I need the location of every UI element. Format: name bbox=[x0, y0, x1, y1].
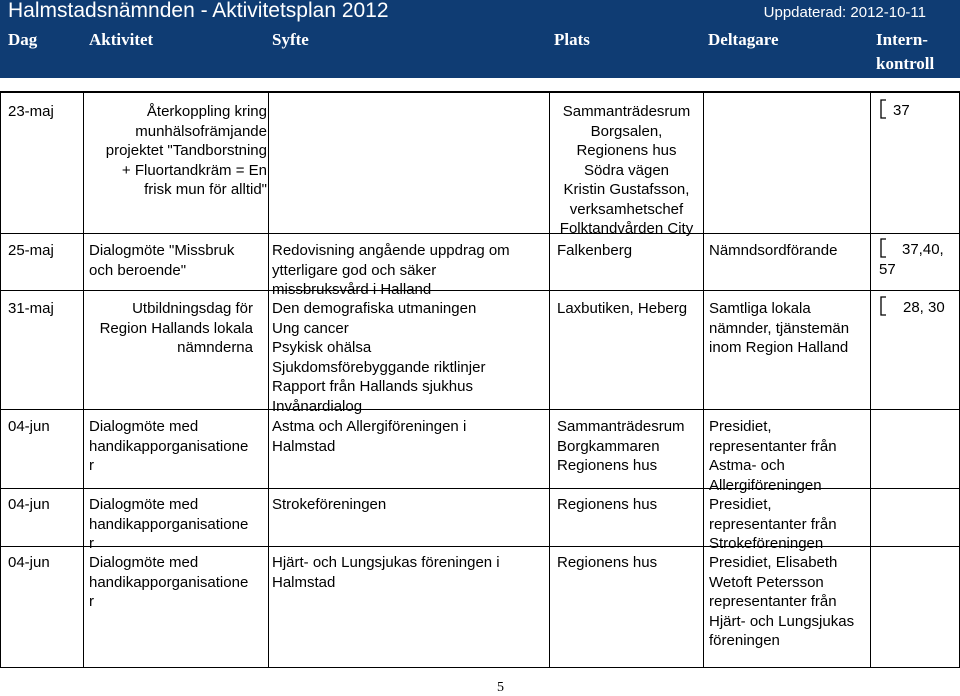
column-header-plats: Plats bbox=[554, 30, 590, 49]
table-bottom-border bbox=[0, 667, 960, 668]
cell-dag: 31-maj bbox=[8, 300, 54, 317]
cell-kontroll: 37,40, bbox=[902, 241, 944, 258]
cell-deltagare: Samtliga lokala nämnder, tjänstemän inom Region Halland bbox=[709, 300, 850, 356]
cell-aktivitet: Dialogmöte med handikapporganisatione r bbox=[89, 496, 249, 552]
cell-syfte: Redovisning angående uppdrag om ytterligare god och säker missbruksvård i Halland bbox=[272, 242, 510, 298]
column-divider bbox=[268, 93, 269, 668]
cell-deltagare: Nämndsordförande bbox=[709, 242, 838, 259]
column-header-deltagare: Deltagare bbox=[708, 30, 779, 49]
cell-aktivitet: Utbildningsdag för Region Hallands lokala nämnderna bbox=[99, 300, 253, 356]
page-number: 5 bbox=[497, 680, 504, 695]
cell-deltagare: Presidiet, Elisabeth Wetoft Petersson representanter från Hjärt- och Lungsjukas föreningen bbox=[709, 554, 855, 649]
column-header-aktivitet: Aktivitet bbox=[89, 30, 154, 49]
column-divider bbox=[83, 93, 84, 668]
cell-deltagare: Presidiet, representanter från Strokeföreningen bbox=[709, 496, 837, 552]
brace-mark bbox=[880, 296, 886, 316]
cell-aktivitet: Dialogmöte med handikapporganisatione r bbox=[89, 418, 249, 474]
cell-kontroll: 37 bbox=[893, 102, 910, 119]
cell-syfte: Strokeföreningen bbox=[272, 496, 387, 513]
column-header-dag: Dag bbox=[8, 30, 38, 49]
cell-plats: Falkenberg bbox=[557, 242, 633, 259]
document-title: Halmstadsnämnden - Aktivitetsplan 2012 bbox=[8, 0, 389, 22]
table-left-border bbox=[0, 93, 1, 668]
cell-aktivitet: Dialogmöte "Missbruk och beroende" bbox=[89, 242, 235, 279]
cell-kontroll-continued: 57 bbox=[879, 261, 896, 278]
brace-mark bbox=[880, 238, 886, 258]
cell-plats: Regionens hus bbox=[557, 496, 658, 513]
cell-aktivitet: Dialogmöte med handikapporganisatione r bbox=[89, 554, 249, 610]
cell-syfte: Astma och Allergiföreningen i Halmstad bbox=[272, 418, 467, 455]
cell-plats: Regionens hus bbox=[557, 554, 658, 571]
cell-dag: 04-jun bbox=[8, 554, 50, 571]
updated-date: Uppdaterad: 2012-10-11 bbox=[763, 4, 926, 21]
cell-dag: 04-jun bbox=[8, 496, 50, 513]
cell-dag: 04-jun bbox=[8, 418, 50, 435]
cell-plats: Sammanträdesrum Borgsalen, Regionens hus Södra vägen Kristin Gustafsson, verksamhetschef Folktandvården City bbox=[559, 103, 694, 237]
table-top-border bbox=[0, 91, 960, 93]
cell-dag: 23-maj bbox=[8, 103, 54, 120]
column-divider bbox=[549, 93, 550, 668]
cell-plats: Laxbutiken, Heberg bbox=[557, 300, 688, 317]
cell-kontroll: 28, 30 bbox=[903, 299, 945, 316]
column-header-row bbox=[0, 26, 960, 78]
column-header-intern: Intern- bbox=[876, 30, 928, 49]
cell-syfte: Den demografiska utmaningen Ung cancer Psykisk ohälsa Sjukdomsförebyggande riktlinjer Rapport från Hallands sjukhus Invånardialog bbox=[272, 300, 486, 415]
column-divider bbox=[703, 93, 704, 668]
cell-aktivitet: Återkoppling kring munhälsofrämjande projektet "Tandborstning + Fluortandkräm = En frisk mun för alltid" bbox=[105, 103, 267, 198]
column-header-kontroll: kontroll bbox=[876, 54, 935, 73]
title-bar bbox=[0, 0, 960, 26]
cell-deltagare: Presidiet, representanter från Astma- och Allergiföreningen bbox=[709, 418, 837, 494]
row-divider bbox=[0, 233, 960, 234]
cell-dag: 25-maj bbox=[8, 242, 54, 259]
cell-plats: Sammanträdesrum Borgkammaren Regionens hus bbox=[557, 418, 685, 474]
column-divider bbox=[870, 93, 871, 668]
column-header-syfte: Syfte bbox=[272, 30, 309, 49]
cell-syfte: Hjärt- och Lungsjukas föreningen i Halmstad bbox=[272, 554, 500, 591]
brace-mark bbox=[880, 99, 886, 119]
